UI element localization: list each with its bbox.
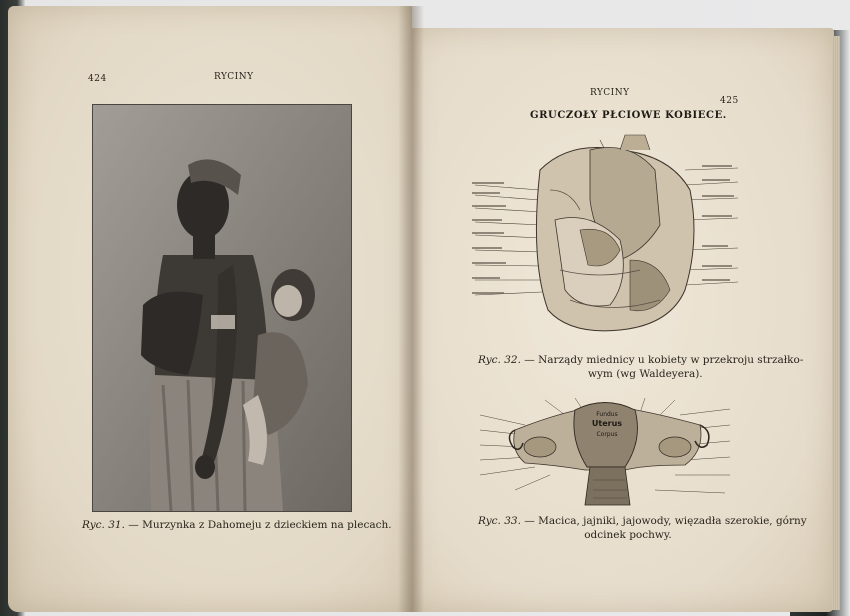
figure-32-label: Ryc. 32. [478, 354, 521, 366]
left-page-number: 424 [88, 74, 107, 84]
figure-33-caption-line-1 [478, 515, 807, 527]
figure-33-label: Ryc. 33. [478, 515, 521, 527]
figure-33-illustration [475, 395, 735, 510]
figure-32-text-1: — Narządy miednicy u kobiety w przekroju strzałko- [524, 354, 804, 366]
page-edges [832, 36, 840, 610]
uterus-ovaries-diagram-icon [475, 395, 735, 510]
pelvis-sagittal-section-icon [470, 130, 740, 345]
photograph-woman-with-child-icon [92, 104, 352, 512]
section-title: GRUCZOŁY PŁCIOWE KOBIECE. [530, 110, 727, 121]
figure-33-caption [478, 515, 807, 541]
figure-32-caption-line-1 [478, 354, 804, 366]
figure-32-caption [478, 354, 804, 380]
figure-33-text-1: — Macica, jajniki, jajowody, więzadła szerokie, górny [524, 515, 807, 527]
figure-33-caption-line-2: odcinek pochwy. [584, 529, 672, 541]
photo-illustration [93, 105, 351, 511]
left-running-head: RYCINY [214, 72, 254, 82]
figure-32-illustration [470, 130, 740, 345]
figure-31-text: — Murzynka z Dahomeju z dzieckiem na plecach. [128, 519, 392, 531]
right-page-number: 425 [720, 96, 739, 106]
right-running-head: RYCINY [590, 88, 630, 98]
label-corpus: Corpus [596, 431, 618, 438]
figure-31-label: Ryc. 31. [82, 519, 125, 531]
figure-32-caption-line-2: wym (wg Waldeyera). [588, 368, 703, 380]
label-uterus: Uterus [591, 419, 623, 428]
book-gutter [398, 6, 424, 612]
label-fundus: Fundus [596, 411, 618, 418]
figure-31-caption [82, 519, 392, 531]
